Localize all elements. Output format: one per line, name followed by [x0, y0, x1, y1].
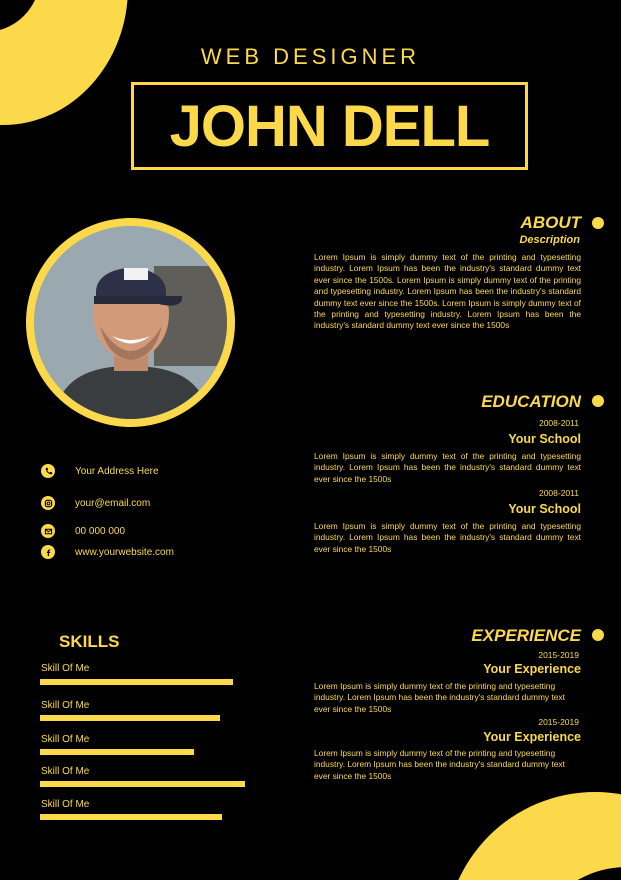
profile-photo-frame [26, 218, 235, 427]
experience-bullet [592, 629, 604, 641]
education-text: Lorem Ipsum is simply dummy text of the printing and typesetting industry. Lorem Ipsum has been the industry's standard dummy text ever since the 1500s [314, 521, 581, 554]
experience-years: 2015-2019 [538, 650, 579, 660]
experience-heading: EXPERIENCE [471, 626, 581, 645]
skill-level-bar [40, 749, 194, 755]
contact-text: 00 000 000 [75, 525, 126, 537]
skill-label: Skill Of Me [41, 766, 90, 777]
contact-address [41, 464, 241, 478]
email-icon [41, 524, 55, 538]
skill-level-bar [40, 679, 233, 685]
instagram-icon [41, 496, 55, 510]
skill-level-bar [40, 715, 220, 721]
contact-text: your@email.com [75, 497, 151, 509]
education-school: Your School [508, 502, 581, 516]
experience-text: Lorem Ipsum is simply dummy text of the printing and typesetting industry. Lorem Ipsum has been the industry's standard dummy text ever since the 1500s [314, 681, 565, 714]
contact-website[interactable] [41, 545, 241, 559]
skill-label: Skill Of Me [41, 734, 90, 745]
facebook-icon [41, 545, 55, 559]
skill-level-bar [40, 814, 222, 820]
contact-email[interactable] [41, 496, 241, 510]
experience-years: 2015-2019 [538, 717, 579, 727]
contact-text: Your Address Here [75, 465, 159, 477]
about-subtitle: Description [519, 234, 580, 246]
decorative-ring-bottom-right [445, 792, 621, 880]
education-heading: EDUCATION [481, 392, 581, 411]
education-bullet [592, 395, 604, 407]
profile-photo-illustration [34, 226, 227, 419]
skill-label: Skill Of Me [41, 663, 90, 674]
about-text: Lorem Ipsum is simply dummy text of the printing and typesetting industry. Lorem Ipsum has been the industry's standard dummy text ever since the 1500s. Lorem Ipsum is simply dummy text of the printing and typesetting industry. Lorem Ipsum has been the industry's standard dummy text ever since the 1500s. Lorem Ipsum is simply dummy text of the printing and typesetting industry. Lorem Ipsum has been the industry's standard dummy text ever since the 1500s [314, 252, 581, 331]
candidate-name: JOHN DELL [169, 93, 490, 159]
skills-heading: SKILLS [59, 632, 120, 651]
skill-label: Skill Of Me [41, 700, 90, 711]
experience-text: Lorem Ipsum is simply dummy text of the printing and typesetting industry. Lorem Ipsum has been the industry's standard dummy text ever since the 1500s [314, 748, 565, 781]
experience-role: Your Experience [483, 662, 581, 676]
education-school: Your School [508, 432, 581, 446]
skill-label: Skill Of Me [41, 799, 90, 810]
name-box [131, 82, 528, 170]
education-text: Lorem Ipsum is simply dummy text of the printing and typesetting industry. Lorem Ipsum has been the industry's standard dummy text ever since the 1500s [314, 451, 581, 484]
profile-photo [34, 226, 227, 419]
experience-role: Your Experience [483, 730, 581, 744]
skill-level-bar [40, 781, 245, 787]
job-title: WEB DESIGNER [200, 44, 421, 69]
contact-phone [41, 524, 241, 538]
education-years: 2008-2011 [538, 418, 579, 428]
contact-text: www.yourwebsite.com [75, 546, 174, 558]
education-years: 2008-2011 [538, 488, 579, 498]
about-bullet [592, 217, 604, 229]
phone-icon [41, 464, 55, 478]
about-heading: ABOUT [520, 213, 581, 232]
